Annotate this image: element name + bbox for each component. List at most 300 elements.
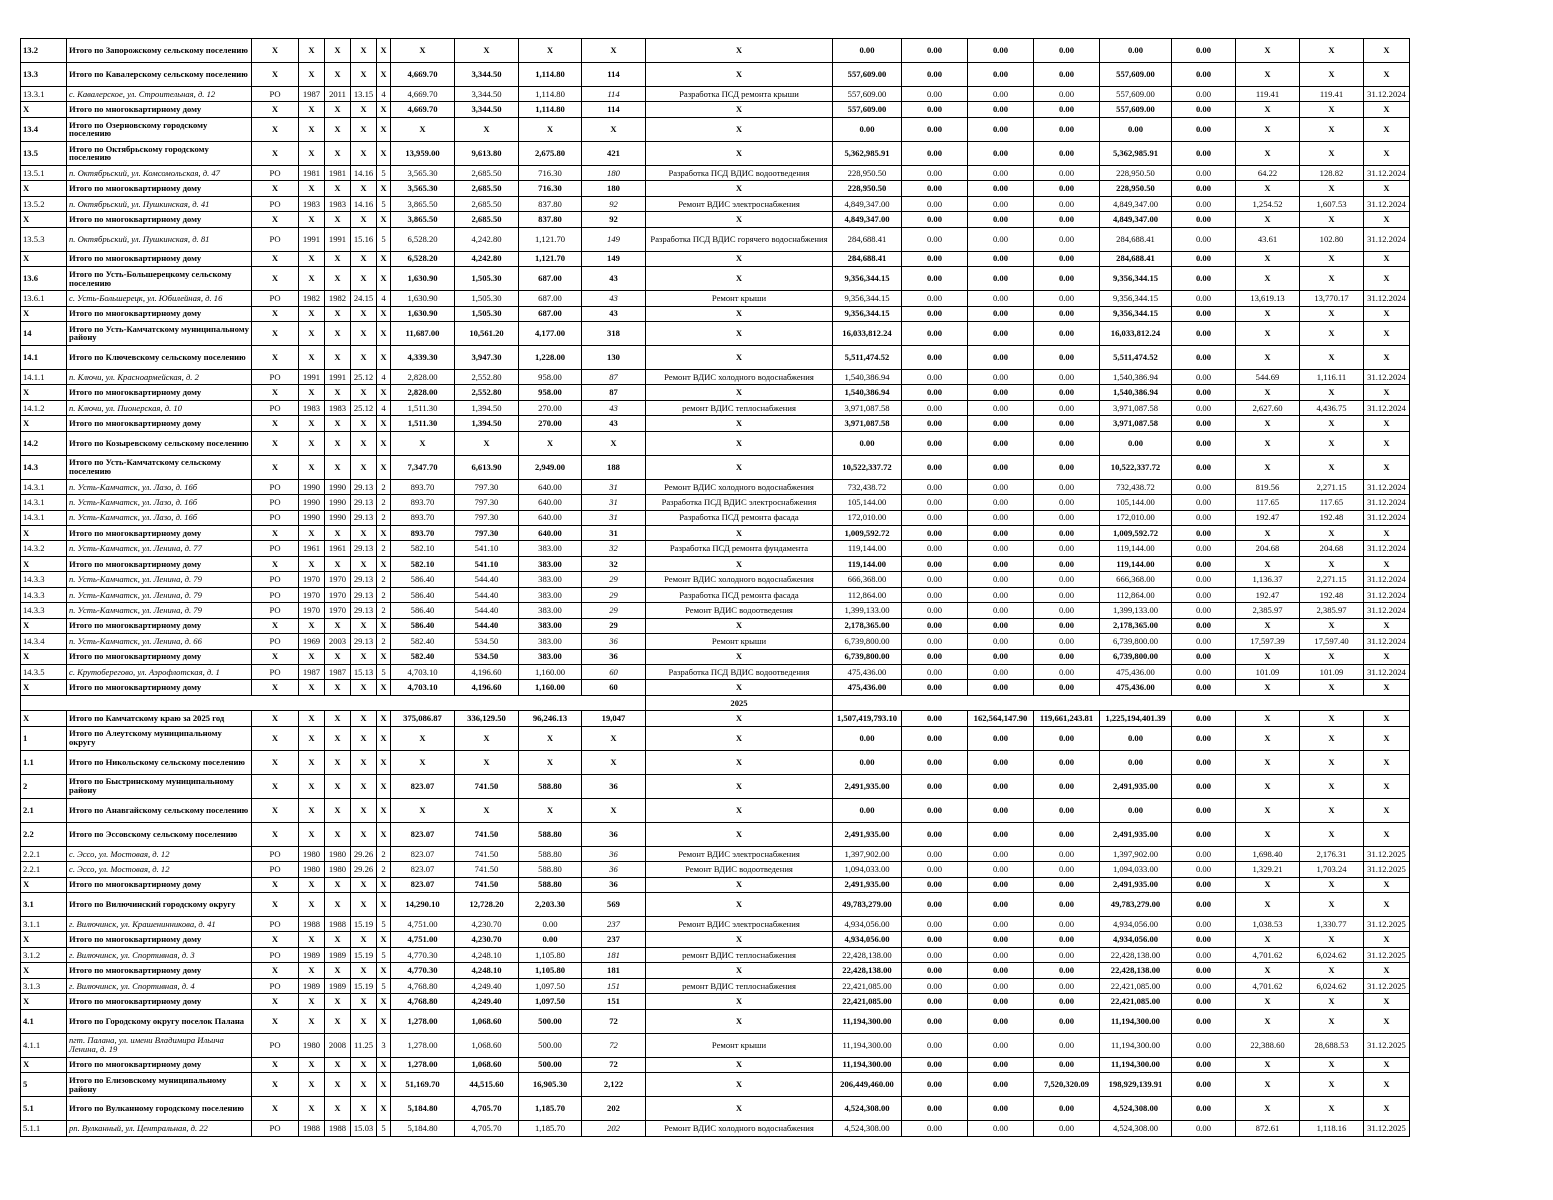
table-cell: X [1364, 102, 1410, 117]
table-cell: X [377, 39, 391, 63]
table-cell: 112,864.00 [1100, 587, 1172, 602]
table-cell: X [1300, 1009, 1364, 1033]
table-cell: X [1236, 63, 1300, 87]
table-cell: X [351, 181, 377, 196]
table-cell: 4,768.80 [391, 978, 455, 993]
table-cell: X [1300, 431, 1364, 455]
table-cell: 0.00 [968, 400, 1034, 415]
table-cell: 72 [582, 1057, 646, 1072]
table-cell: 0.00 [968, 1033, 1034, 1057]
table-cell: РО [252, 196, 299, 211]
table-cell: 544.69 [1236, 369, 1300, 384]
table-cell: X [377, 649, 391, 664]
table-cell: X [646, 1073, 833, 1097]
table-cell: X [1300, 251, 1364, 266]
table-cell: X [351, 141, 377, 165]
table-cell: 0.00 [902, 664, 968, 679]
table-cell: X [299, 750, 325, 774]
table-cell: 60 [582, 664, 646, 679]
table-cell: X [21, 877, 67, 892]
table-cell: 0.00 [968, 603, 1034, 618]
table-cell: РО [252, 227, 299, 251]
table-cell: Разработка ПСД ремонта крыши [646, 87, 833, 102]
table-cell: X [391, 39, 455, 63]
table-cell: 29 [582, 603, 646, 618]
table-cell: 1,394.50 [455, 416, 519, 431]
table-cell: 0.00 [833, 431, 902, 455]
table-cell: 0.00 [1034, 526, 1100, 541]
table-cell: 31.12.2024 [1364, 634, 1410, 649]
table-cell: X [1364, 774, 1410, 798]
table-cell: X [325, 750, 351, 774]
table-cell: X [351, 822, 377, 846]
table-cell: X [1300, 306, 1364, 321]
table-cell: 0.00 [1172, 251, 1236, 266]
table-cell: Ремонт крыши [646, 1033, 833, 1057]
table-cell: 1970 [299, 587, 325, 602]
table-cell: 31.12.2024 [1364, 572, 1410, 587]
table-cell: X [377, 117, 391, 141]
table-cell: 823.07 [391, 862, 455, 877]
table-cell: 31.12.2024 [1364, 196, 1410, 211]
table-cell: 14.3.1 [21, 510, 67, 525]
table-cell: 31 [582, 479, 646, 494]
table-cell: X [325, 431, 351, 455]
table-cell: X [1364, 141, 1410, 165]
table-cell: 2,828.00 [391, 385, 455, 400]
table-cell: X [1236, 455, 1300, 479]
table-cell: X [1364, 556, 1410, 571]
table-cell: Итого по Усть-Большерецкому сельскому поселению [67, 267, 252, 291]
table-cell: 2,385.97 [1300, 603, 1364, 618]
table-cell: 1980 [325, 862, 351, 877]
table-cell: X [1300, 680, 1364, 695]
table-cell: 0.00 [1034, 87, 1100, 102]
table-cell: 0.00 [1172, 947, 1236, 962]
table-cell: 0.00 [1034, 846, 1100, 861]
table-cell: X [582, 431, 646, 455]
table-cell: 893.70 [391, 510, 455, 525]
table-cell: 687.00 [519, 306, 582, 321]
table-cell: РО [252, 634, 299, 649]
table-cell: 0.00 [968, 634, 1034, 649]
table-cell: X [1364, 117, 1410, 141]
house-row [21, 479, 1410, 494]
table-cell: 2.2.1 [21, 846, 67, 861]
table-cell: 16,033,812.24 [833, 321, 902, 345]
table-cell: X [377, 385, 391, 400]
table-cell: 4,196.60 [455, 680, 519, 695]
table-cell: X [21, 526, 67, 541]
table-cell: 582.40 [391, 649, 455, 664]
house-row [21, 862, 1410, 877]
table-cell: 1,009,592.72 [833, 526, 902, 541]
table-cell: X [455, 750, 519, 774]
table-cell: 0.00 [968, 369, 1034, 384]
table-cell: 1,121.70 [519, 251, 582, 266]
table-cell: 17,597.40 [1300, 634, 1364, 649]
table-cell: 0.00 [902, 39, 968, 63]
table-cell: X [1300, 893, 1364, 917]
subtotal-row [21, 893, 1410, 917]
table-cell: 192.48 [1300, 587, 1364, 602]
table-cell: 15.16 [351, 227, 377, 251]
table-cell: 0.00 [968, 345, 1034, 369]
table-cell: 2.2.1 [21, 862, 67, 877]
table-cell: 0.00 [1034, 1009, 1100, 1033]
table-cell: 0.00 [902, 431, 968, 455]
table-cell: 29 [582, 572, 646, 587]
table-cell: 2,685.50 [455, 212, 519, 227]
table-cell: Итого по Никольскому сельскому поселению [67, 750, 252, 774]
table-cell: с. Эссо, ул. Мостовая, д. 12 [67, 862, 252, 877]
table-cell: X [325, 102, 351, 117]
table-cell: X [1364, 726, 1410, 750]
table-cell: X [351, 306, 377, 321]
table-cell: X [299, 267, 325, 291]
table-cell: X [252, 267, 299, 291]
table-cell: X [21, 416, 67, 431]
table-cell: 0.00 [968, 917, 1034, 932]
table-cell: X [252, 212, 299, 227]
table-cell: 732,438.72 [833, 479, 902, 494]
subtotal-row [21, 345, 1410, 369]
table-cell: X [351, 726, 377, 750]
table-cell: 0.00 [833, 726, 902, 750]
table-cell: 29.26 [351, 862, 377, 877]
house-row [21, 510, 1410, 525]
subtotal-row [21, 649, 1410, 664]
table-cell: X [1300, 711, 1364, 726]
table-cell: 1,185.70 [519, 1097, 582, 1121]
table-cell: 22,428,138.00 [1100, 947, 1172, 962]
table-cell: 0.00 [902, 102, 968, 117]
table-cell: X [1364, 455, 1410, 479]
table-cell: 5 [377, 1121, 391, 1136]
table-cell: 1,278.00 [391, 1033, 455, 1057]
table-cell: 16,033,812.24 [1100, 321, 1172, 345]
table-cell: Итого по Озерновскому городскому поселению [67, 117, 252, 141]
table-cell: 0.00 [1034, 822, 1100, 846]
table-cell: 0.00 [968, 1057, 1034, 1072]
table-cell: 4,768.80 [391, 994, 455, 1009]
table-cell: X [351, 39, 377, 63]
table-cell: 14.2 [21, 431, 67, 455]
table-cell: 0.00 [968, 1121, 1034, 1136]
table-cell: X [1364, 798, 1410, 822]
table-cell: 1991 [325, 369, 351, 384]
table-cell: 666,368.00 [1100, 572, 1172, 587]
table-cell: 36 [582, 862, 646, 877]
table-cell: X [325, 385, 351, 400]
table-cell: 22,388.60 [1236, 1033, 1300, 1057]
table-cell: 1988 [299, 917, 325, 932]
table-cell: 2,178,365.00 [833, 618, 902, 633]
table-cell: X [299, 1009, 325, 1033]
table-cell: 11,194,300.00 [833, 1057, 902, 1072]
table-cell: 1,278.00 [391, 1009, 455, 1033]
table-cell: 5 [377, 664, 391, 679]
table-cell: 687.00 [519, 291, 582, 306]
table-cell: X [252, 963, 299, 978]
table-cell: 0.00 [1172, 963, 1236, 978]
table-cell: X [1364, 932, 1410, 947]
table-cell: X [377, 932, 391, 947]
table-cell: 0.00 [1172, 1033, 1236, 1057]
table-cell: 819.56 [1236, 479, 1300, 494]
table-cell: X [252, 1057, 299, 1072]
table-cell: Ремонт ВДИС электроснабжения [646, 846, 833, 861]
table-cell: 4,669.70 [391, 102, 455, 117]
table-cell: X [351, 526, 377, 541]
table-cell: 872.61 [1236, 1121, 1300, 1136]
table-cell: 11,194,300.00 [833, 1009, 902, 1033]
house-row [21, 603, 1410, 618]
table-cell: 13.2 [21, 39, 67, 63]
table-cell: Итого по Елизовскому муниципальному району [67, 1073, 252, 1097]
table-cell: X [351, 932, 377, 947]
table-cell: РО [252, 587, 299, 602]
table-cell: 1990 [325, 479, 351, 494]
table-cell: Итого по Камчатскому краю за 2025 год [67, 711, 252, 726]
table-cell: 228,950.50 [833, 165, 902, 180]
table-cell: 0.00 [902, 680, 968, 695]
table-cell: X [252, 798, 299, 822]
table-cell: 893.70 [391, 495, 455, 510]
table-cell: 0.00 [1172, 846, 1236, 861]
table-cell: РО [252, 664, 299, 679]
table-cell: Итого по многоквартирному дому [67, 877, 252, 892]
table-cell: 117.65 [1236, 495, 1300, 510]
table-cell: 1,698.40 [1236, 846, 1300, 861]
table-cell: 29.13 [351, 587, 377, 602]
table-cell: X [1300, 416, 1364, 431]
table-cell: 49,783,279.00 [1100, 893, 1172, 917]
table-cell: X [325, 680, 351, 695]
subtotal-row [21, 431, 1410, 455]
table-cell: 0.00 [1172, 711, 1236, 726]
table-cell: 114 [582, 63, 646, 87]
table-cell: 0.00 [1172, 556, 1236, 571]
table-cell: 0.00 [1034, 117, 1100, 141]
table-cell: РО [252, 541, 299, 556]
table-cell: X [351, 893, 377, 917]
table-cell: 797.30 [455, 526, 519, 541]
table-cell: X [325, 251, 351, 266]
table-cell: 119,661,243.81 [1034, 711, 1100, 726]
table-cell: 29.13 [351, 603, 377, 618]
table-cell: РО [252, 947, 299, 962]
table-cell: X [1300, 750, 1364, 774]
table-cell: 6,739,800.00 [833, 634, 902, 649]
table-cell: X [1300, 774, 1364, 798]
table-cell: 117.65 [1300, 495, 1364, 510]
table-cell: 202 [582, 1121, 646, 1136]
table-cell: 0.00 [902, 1121, 968, 1136]
table-cell: X [1364, 618, 1410, 633]
table-cell: X [646, 102, 833, 117]
table-cell: X [325, 726, 351, 750]
table-cell: 105,144.00 [1100, 495, 1172, 510]
table-cell: 534.50 [455, 649, 519, 664]
table-cell: 6,024.62 [1300, 978, 1364, 993]
table-cell: X [252, 774, 299, 798]
table-cell: X [325, 877, 351, 892]
table-cell: 3,865.50 [391, 196, 455, 211]
table-cell: 29 [582, 618, 646, 633]
table-cell: 9,356,344.15 [1100, 291, 1172, 306]
table-cell: X [646, 117, 833, 141]
table-cell: 43 [582, 306, 646, 321]
subtotal-row [21, 63, 1410, 87]
table-cell: 383.00 [519, 649, 582, 664]
table-cell: 181 [582, 947, 646, 962]
table-cell: Ремонт ВДИС холодного водоснабжения [646, 1121, 833, 1136]
table-cell: Ремонт ВДИС водоотведения [646, 603, 833, 618]
table-cell: 87 [582, 369, 646, 384]
table-cell: 172,010.00 [1100, 510, 1172, 525]
table-cell: 0.00 [968, 750, 1034, 774]
table-cell: 3.1.3 [21, 978, 67, 993]
table-cell: 6,739,800.00 [1100, 649, 1172, 664]
table-cell: X [1364, 1057, 1410, 1072]
table-cell: X [252, 1073, 299, 1097]
table-cell: 4,524,308.00 [833, 1121, 902, 1136]
table-cell: 0.00 [968, 541, 1034, 556]
table-cell: X [455, 431, 519, 455]
table-cell: 4 [377, 369, 391, 384]
table-cell: X [1300, 141, 1364, 165]
table-cell: X [1300, 102, 1364, 117]
table-cell: Итого по Козыревскому сельскому поселению [67, 431, 252, 455]
table-cell: 0.00 [902, 822, 968, 846]
table-cell: X [351, 1009, 377, 1033]
table-cell: 0.00 [1034, 181, 1100, 196]
table-cell: X [646, 526, 833, 541]
table-cell: 500.00 [519, 1033, 582, 1057]
table-cell: 14.3.3 [21, 603, 67, 618]
subtotal-row [21, 932, 1410, 947]
table-cell: 22,428,138.00 [833, 963, 902, 978]
table-cell: 1,094,033.00 [1100, 862, 1172, 877]
table-cell: 36 [582, 846, 646, 861]
table-cell: Разработка ПСД ремонта фасада [646, 587, 833, 602]
subtotal-row [21, 251, 1410, 266]
table-cell: X [1300, 618, 1364, 633]
table-cell: 0.00 [1034, 726, 1100, 750]
table-cell: 5 [377, 978, 391, 993]
table-cell: X [1236, 822, 1300, 846]
table-cell: 2,685.50 [455, 181, 519, 196]
table-cell: 0.00 [968, 572, 1034, 587]
table-cell: 29.26 [351, 846, 377, 861]
table-cell: X [1364, 267, 1410, 291]
table-cell: X [351, 455, 377, 479]
table-cell: 687.00 [519, 267, 582, 291]
table-cell: 1969 [299, 634, 325, 649]
table-cell: 2,122 [582, 1073, 646, 1097]
table-cell: 0.00 [1034, 932, 1100, 947]
table-cell: 31.12.2024 [1364, 165, 1410, 180]
table-cell: 1,038.53 [1236, 917, 1300, 932]
table-cell: 1980 [299, 846, 325, 861]
table-cell: 0.00 [968, 664, 1034, 679]
table-cell: 383.00 [519, 572, 582, 587]
table-cell: X [1300, 1073, 1364, 1097]
table-cell: X [325, 117, 351, 141]
table-cell: 2,271.15 [1300, 479, 1364, 494]
table-cell: X [252, 251, 299, 266]
subtotal-row [21, 726, 1410, 750]
table-cell: 13.3.1 [21, 87, 67, 102]
table-cell: 383.00 [519, 587, 582, 602]
table-cell: 0.00 [1034, 798, 1100, 822]
year-blank-cell [833, 695, 1410, 710]
table-cell: 4,248.10 [455, 963, 519, 978]
table-cell: Итого по Усть-Камчатскому сельскому поселению [67, 455, 252, 479]
table-cell: 0.00 [1172, 181, 1236, 196]
table-cell: 2003 [325, 634, 351, 649]
table-cell: 0.00 [1172, 572, 1236, 587]
table-cell: 0.00 [902, 165, 968, 180]
table-cell: 0.00 [1172, 291, 1236, 306]
table-cell: 14,290.10 [391, 893, 455, 917]
table-cell: 588.80 [519, 822, 582, 846]
table-cell: 0.00 [1034, 750, 1100, 774]
house-row [21, 1033, 1410, 1057]
subtotal-row [21, 877, 1410, 892]
table-cell: X [1236, 711, 1300, 726]
table-cell: X [377, 267, 391, 291]
table-cell: 14.3.2 [21, 541, 67, 556]
table-cell: 0.00 [1034, 165, 1100, 180]
table-cell: X [21, 102, 67, 117]
table-cell: 1,394.50 [455, 400, 519, 415]
table-cell: 586.40 [391, 587, 455, 602]
table-cell: 0.00 [1172, 664, 1236, 679]
table-cell: X [377, 431, 391, 455]
table-cell: 1990 [299, 479, 325, 494]
table-cell: 0.00 [1034, 306, 1100, 321]
table-cell: X [1300, 39, 1364, 63]
table-cell: 0.00 [1034, 994, 1100, 1009]
table-cell: 0.00 [968, 774, 1034, 798]
table-cell: 0.00 [1172, 1057, 1236, 1072]
table-cell: 0.00 [968, 385, 1034, 400]
table-cell: 0.00 [1172, 345, 1236, 369]
table-cell: 0.00 [1172, 321, 1236, 345]
table-cell: X [325, 416, 351, 431]
table-cell: 0.00 [902, 455, 968, 479]
table-cell: 3 [377, 1033, 391, 1057]
table-cell: 797.30 [455, 510, 519, 525]
table-cell: 2,491,935.00 [833, 877, 902, 892]
table-cell: 1,540,386.94 [833, 369, 902, 384]
table-cell: 4,196.60 [455, 664, 519, 679]
table-cell: 114 [582, 102, 646, 117]
table-cell: 0.00 [1034, 862, 1100, 877]
table-cell: Итого по многоквартирному дому [67, 212, 252, 227]
table-cell: 0.00 [833, 798, 902, 822]
table-cell: 0.00 [1172, 1121, 1236, 1136]
table-cell: 0.00 [1100, 117, 1172, 141]
table-cell: 475,436.00 [833, 664, 902, 679]
table-cell: X [646, 798, 833, 822]
table-cell: 1,329.21 [1236, 862, 1300, 877]
table-cell: X [252, 141, 299, 165]
table-cell: РО [252, 369, 299, 384]
subtotal-row [21, 455, 1410, 479]
